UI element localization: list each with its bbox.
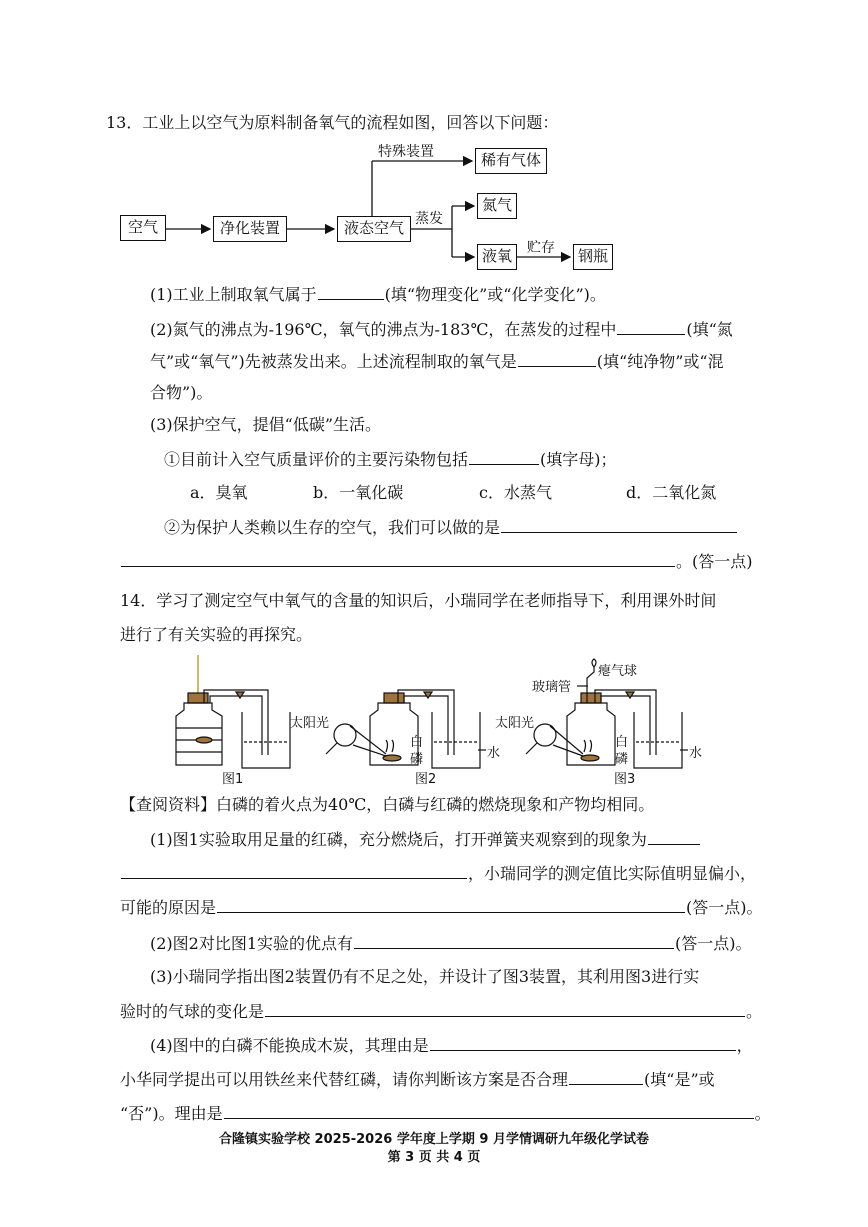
fig1-label: 图1 — [222, 772, 244, 787]
q14-part3-line2 — [120, 1000, 762, 1023]
q13-p3-2end: 。(答一点) — [676, 552, 753, 571]
box-liquid-o2: 液氧 — [477, 244, 517, 270]
option-b: b．一氧化碳 — [313, 483, 404, 502]
fig2-label: 图2 — [415, 772, 437, 787]
q14-p1d: (答一点)。 — [686, 898, 763, 917]
sunlight-label-2: 太阳光 — [290, 716, 330, 731]
q14-part4-line2 — [120, 1068, 715, 1091]
answer-blank[interactable] — [648, 828, 700, 845]
box-liquid-air: 液态空气 — [337, 216, 411, 242]
answer-blank[interactable] — [224, 1102, 754, 1119]
q13-p2c: 气”或“氧气”)先被蒸发出来。上述流程制取的氧气是 — [150, 352, 517, 371]
glass-tube-label: 玻璃管 — [532, 680, 572, 695]
q14-p1b: ，小瑞同学的测定值比实际值明显偏小， — [468, 864, 757, 883]
q14-part2 — [150, 932, 752, 955]
q14-p4b: ， — [736, 1036, 753, 1055]
option-a: a．臭氧 — [190, 483, 248, 502]
q13-p3-2: ②为保护人类赖以生存的空气，我们可以做的是 — [164, 518, 501, 537]
q13-title: 13．工业上以空气为原料制备氧气的流程如图，回答以下问题： — [106, 113, 559, 132]
water-label-3: 水 — [689, 746, 703, 761]
q14-title2: 进行了有关实验的再探究。 — [120, 625, 313, 644]
q14-p4f: 。 — [754, 1104, 771, 1123]
phos-label-2: 磷 — [410, 752, 424, 767]
water-label-2: 水 — [487, 746, 501, 761]
q14-part3-line1: (3)小瑞同学指出图2装置仍有不足之处，并设计了图3装置，其利用图3进行实 — [150, 967, 700, 986]
label-special: 特殊装置 — [378, 144, 434, 160]
q13-p1b: (填“物理变化”或“化学变化”)。 — [384, 285, 606, 304]
white-label-3: 白 — [615, 735, 629, 750]
q14-p1a: (1)图1实验取用足量的红磷，充分燃烧后，打开弹簧夹观察到的现象为 — [150, 830, 647, 849]
q13-p3-1b: (填字母)； — [540, 450, 617, 469]
q13-p3-1a: ①目前计入空气质量评价的主要污染物包括 — [164, 450, 469, 469]
q14-p4d: (填“是”或 — [644, 1070, 715, 1089]
q14-part1-line3 — [120, 896, 763, 919]
box-nitrogen: 氮气 — [477, 193, 517, 219]
answer-blank[interactable] — [354, 932, 674, 949]
q14-part4-line3 — [120, 1102, 771, 1125]
q14-p3b: 验时的气球的变化是 — [120, 1002, 265, 1021]
box-air: 空气 — [120, 215, 166, 241]
phos-label-3: 磷 — [615, 752, 629, 767]
box-rare-gas: 稀有气体 — [475, 148, 547, 174]
q13-p2b: (填“氮 — [686, 320, 733, 339]
q14-p4e: “否”)。理由是 — [120, 1104, 223, 1123]
q13-part3: (3)保护空气，提倡“低碳”生活。 — [150, 415, 382, 434]
answer-blank[interactable] — [430, 1034, 736, 1051]
label-store: 贮存 — [527, 240, 555, 256]
box-purify: 净化装置 — [213, 216, 287, 242]
q14-p1c: 可能的原因是 — [120, 898, 217, 917]
q14-part4-line1 — [150, 1034, 753, 1057]
q14-p2a: (2)图2对比图1实验的优点有 — [150, 934, 354, 953]
q14-title: 14．学习了测定空气中氧气的含量的知识后，小瑞同学在老师指导下，利用课外时间 — [120, 591, 717, 610]
q14-part1-line2 — [120, 862, 756, 885]
fig3-label: 图3 — [614, 772, 636, 787]
footer-title: 合隆镇实验学校 2025-2026 学年度上学期 9 月学情调研九年级化学试卷 — [219, 1132, 649, 1147]
q14-p4c: 小华同学提出可以用铁丝来代替红磷，请你判断该方案是否合理 — [120, 1070, 569, 1089]
footer-page-number: 第 3 页 共 4 页 — [387, 1150, 481, 1165]
q13-p1a: (1)工业上制取氧气属于 — [150, 285, 317, 304]
q14-p4a: (4)图中的白磷不能换成木炭，其理由是 — [150, 1036, 429, 1055]
label-evap: 蒸发 — [415, 211, 443, 227]
q14-p2b: (答一点)。 — [675, 934, 752, 953]
answer-blank[interactable] — [217, 896, 685, 913]
q14-p3c: 。 — [746, 1002, 763, 1021]
q13-p2d: (填“纯净物”或“混 — [596, 352, 724, 371]
option-c: c．水蒸气 — [479, 483, 552, 502]
answer-blank[interactable] — [569, 1068, 643, 1085]
answer-blank[interactable] — [265, 1000, 745, 1017]
option-d: d．二氧化氮 — [626, 483, 717, 502]
q13-p2a: (2)氮气的沸点为-196℃，氧气的沸点为-183℃，在蒸发的过程中 — [150, 320, 617, 339]
q14-part1-line1 — [150, 828, 701, 851]
white-label-2: 白 — [410, 735, 424, 750]
box-cylinder: 钢瓶 — [573, 244, 613, 270]
sunlight-label-3: 太阳光 — [495, 716, 535, 731]
answer-blank[interactable] — [121, 862, 467, 879]
balloon-label: 瘪气球 — [598, 664, 638, 679]
q13-part2-line3: 合物”)。 — [150, 383, 213, 402]
q14-info: 【查阅资料】白磷的着火点为40℃，白磷与红磷的燃烧现象和产物均相同。 — [120, 795, 655, 814]
